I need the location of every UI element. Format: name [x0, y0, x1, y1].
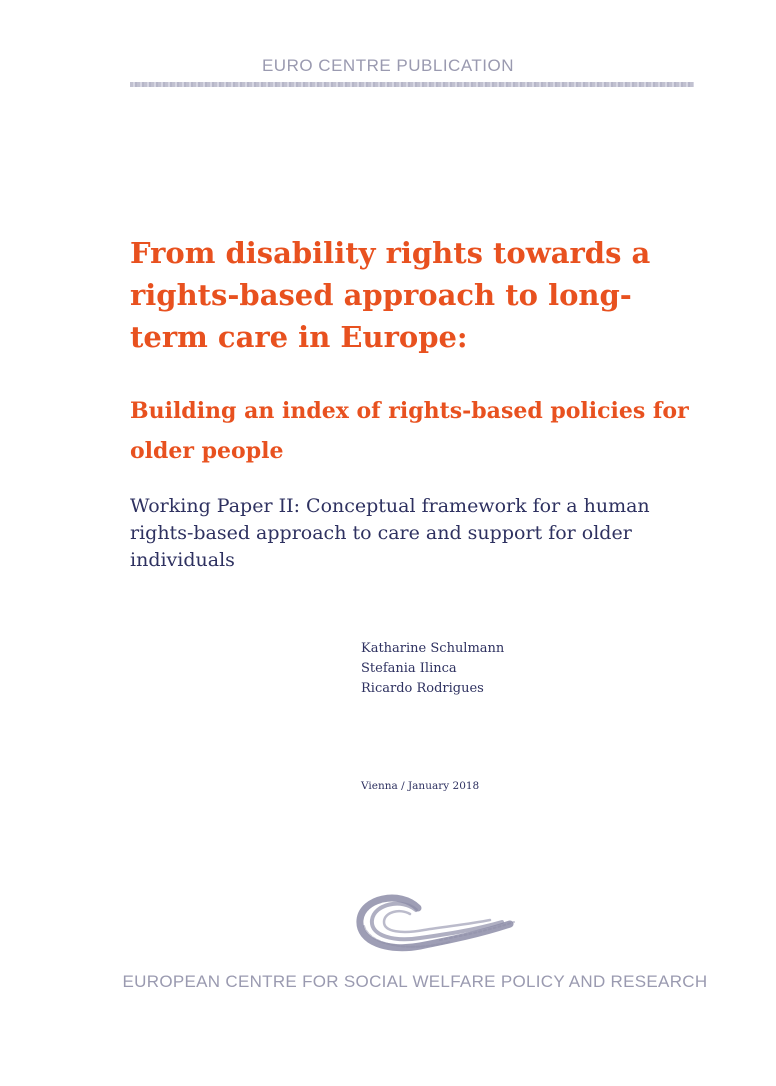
organization-name: EUROPEAN CENTRE FOR SOCIAL WELFARE POLICY AND RESEARCH: [122, 972, 708, 991]
document-title: From disability rights towards a rights-based approach to long-term care in Europe:: [130, 236, 651, 354]
publication-date: Vienna / January 2018: [361, 780, 480, 792]
author-name: Ricardo Rodrigues: [361, 681, 484, 696]
author-name: Katharine Schulmann: [361, 641, 505, 656]
publication-label: EURO CENTRE PUBLICATION: [261, 56, 515, 75]
author-name: Stefania Ilinca: [361, 661, 457, 676]
author-list: [361, 639, 504, 699]
header-divider: [130, 82, 694, 87]
working-paper-description: Working Paper II: Conceptual framework for a human rights-based approach to care and support for older individuals: [130, 495, 650, 571]
document-subtitle: Building an index of rights-based policies for older people: [130, 398, 689, 464]
swirl-logo-icon: [340, 880, 520, 960]
